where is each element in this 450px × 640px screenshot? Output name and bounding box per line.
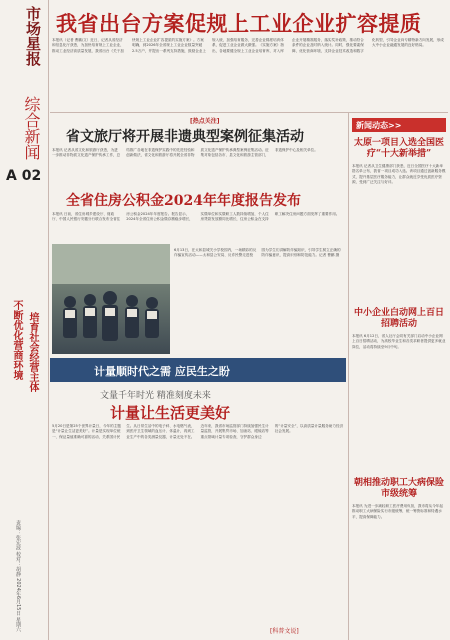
news-photo [52,244,170,354]
hot-body-2: 本报讯 日前，省住房城乡建设厅、财政厅、中国人民银行安徽分行联合发布全省住房公积金2024年年度报告。报告显示，2024年全省住房公积金缴存额稳步增长，实缴单位和实缴职工人数持续增加，个人住房贷款发放额同比增长，住房公积金在支持职工解决住房问题方面发挥了重要作用。 [52,212,340,222]
lead-headline: 我省出台方案促规上工业企业扩容提质 [56,11,422,36]
sidebar-headline-2: 中小企业白动网上百日招聘活动 [353,308,444,329]
sidebar-header [352,118,446,132]
page-number: A 02 [6,168,42,184]
sidebar-body-3: 本报讯 为进一步减轻职工医疗费用负担，我市将从今年起推动职工大病保险实行市级统筹，统一筹资标准和待遇水平，提高保障能力。 [352,504,443,519]
divider [348,112,349,640]
hot-headline-2: 全省住房公积金2024年年度报告发布 [66,193,301,209]
masthead-column [0,0,48,640]
hot-headline-1: 省文旅厅将开展非遗典型案例征集活动 [66,129,304,145]
slogan-left: 不断优化营商环境 [11,300,22,380]
plan-headline: 计量让生活更美好 [110,404,231,422]
hot-body-1: 本报讯 记者从省文化和旅游厅获悉，为进一步推动非物质文化遗产保护传承工作，总结推广各地在非遗保护实践中的先进经验和创新做法，省文化和旅游厅将开展全省非物质文化遗产保护传承典型案例征集活动。征集对象包括各市、县文化和旅游主管部门，非遗保护中心及相关单位。 [52,148,318,158]
sidebar-body-2: 本报讯 6月12日，省人社厅会同有关部门启动中小企业网上百日招聘活动，为高校毕业生和各类求职者提供更多就业岗位，活动将持续至9月中旬。 [352,334,446,349]
hot-tag: [热点关注] [190,118,220,125]
divider [50,112,448,113]
divider [48,0,49,640]
photo-caption: 6月13日，在太和县城关小学校园内，一场精彩的反诈骗宣传活动——太和县公安局、反诈民警走进校园为学生们讲解防诈骗知识，引导学生树立正确的防诈骗意识，提高识别和防范能力。记者 曹鹏 摄 [174,248,341,258]
section-title: 综合新闻 [22,96,41,160]
plan-footer: [科普文说] [270,628,299,635]
sidebar-headline-3: 朝相推动职工大病保险市级统筹 [353,478,444,499]
sidebar-body-1: 本报讯 记者从卫生健康部门获悉，近日全国医疗十大新举措名单公布，我省一项目成功入选。该项目通过创新服务模式，提升基层医疗服务能力，让群众就近享受优质医疗资源，受到广泛关注与好评。 [352,164,446,185]
lead-body: 本报讯（记者 曹鹏/文）近日，记者从省经济和信息化厅获悉，为加快培育规上工业企业，推动工业经济高质量发展，我省出台《关于加快规上工业企业扩容提质的实施方案》。方案明确，到2026年全省规上工业企业数量突破2.5万户，并提出一系列支持措施，鼓励企业上规入统，加强培育服务，完善企业梯度培育体系，促进工业企业做大做强。《实施方案》指出，各地要健全规上工业企业培育库，对入库企业开展精准服务，落实奖补政策，推动符合条件的企业及时纳入统计。同时，强化要素保障，优化营商环境，支持企业技术改造和数字化转型，引导企业向专精特新方向发展，形成大中小企业融通发展的良好格局。 [52,38,444,53]
sidebar-header-text: 新闻动态>> [356,121,402,130]
slogan-right: 培育社会经营主体 [27,312,38,392]
sidebar-headline-1: 太原一项目入选全国医疗“十大新举措” [353,138,444,159]
masthead-logo: 市场星报 [24,6,42,66]
page-footer: 责编：张宏波 校对：胡静 2024年6月15日 星期六 [15,520,21,633]
plan-banner-text: 计量顺时代之需 应民生之盼 [94,365,230,378]
students-photo-illustration [52,244,170,354]
plan-subtitle: 文量千年时光 精准刻度未来 [100,391,211,401]
plan-banner [50,358,346,382]
plan-body: 5月20日是第25个世界计量日，今年的主题是“计量让生活更美好”。计量是实现单位统一、保证量值准确可靠的活动，关系国计民生。从日常生活中的电子秤、水电燃气表，到医疗卫生领域的血压计、体温计，再到工业生产中的各类测量仪器，计量无处不在。近年来，我省市场监管部门持续加强民生计量监管，开展集贸市场、加油站、眼镜店等重点领域计量专项检查，守护群众身边的“计量安全”，以高质量计量服务助力经济社会发展。 [52,424,344,439]
